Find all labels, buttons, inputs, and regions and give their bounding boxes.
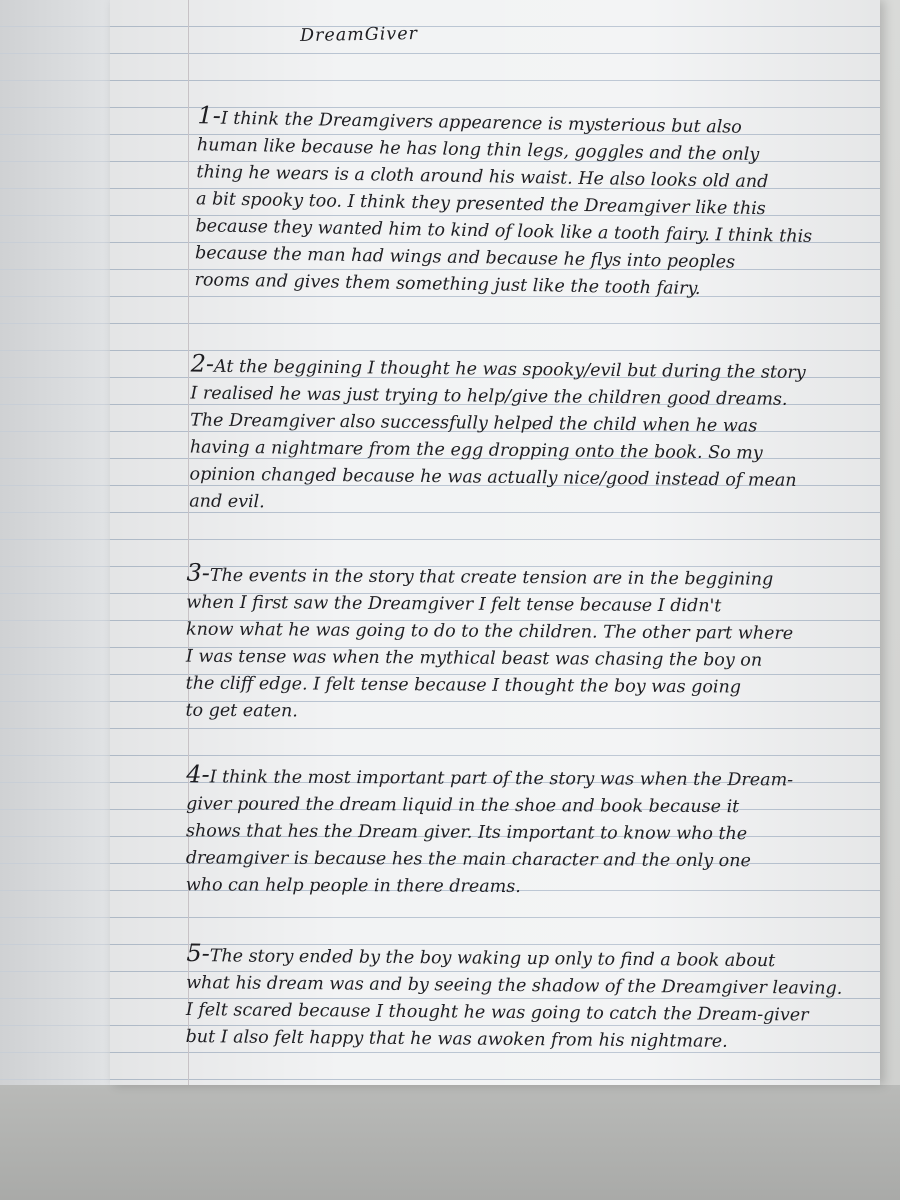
answer-paragraph-2 (189, 350, 861, 522)
paragraph-line: rooms and gives them something just like the tooth fairy. (194, 270, 701, 300)
paragraph-line: I was tense was when the mythical beast was chasing the boy on (185, 646, 763, 671)
paragraph-line: I felt scared because I thought he was going to catch the Dream-giver (185, 1000, 809, 1026)
paragraph-line: having a nightmare from the egg dropping onto the book. So my (189, 437, 763, 464)
notebook-left-page (0, 0, 111, 1085)
answer-number: 2- (190, 349, 215, 378)
answer-paragraph-4 (186, 761, 861, 903)
paragraph-line: what his dream was and by seeing the shadow of the Dreamgiver leaving. (186, 973, 843, 999)
paragraph-line (186, 761, 860, 795)
paragraph-line: but I also felt happy that he was awoken from his nightmare. (185, 1027, 728, 1052)
paragraph-line: and evil. (189, 491, 265, 513)
paragraph-line (186, 560, 860, 595)
line-text: The events in the story that create tension are in the beggining (209, 565, 774, 590)
paragraph-line: dreamgiver is because hes the main character and the only one (185, 848, 751, 872)
paragraph-line: opinion changed because he was actually nice/good instead of mean (189, 464, 797, 491)
answer-number: 4- (186, 760, 210, 789)
paragraph-line: thing he wears is a cloth around his waist. He also looks old and (196, 162, 769, 193)
line-text: The story ended by the boy waking up only to find a book about (209, 946, 776, 972)
paragraph-line: human like because he has long thin legs, goggles and the only (196, 135, 760, 166)
page-title: DreamGiver (299, 23, 419, 47)
line-text: I think the Dreamgivers appearence is mysterious but also (220, 108, 742, 138)
line-text: At the beggining I thought he was spooky/evil but during the story (213, 356, 806, 383)
paragraph-line: to get eaten. (185, 700, 298, 722)
left-page-ruled-lines (0, 0, 110, 1085)
paragraph-line: when I first saw the Dreamgiver I felt tense because I didn't (186, 592, 722, 617)
answer-paragraph-1 (194, 102, 862, 306)
line-text: I think the most important part of the story was when the Dream- (209, 767, 794, 791)
paragraph-line: who can help people in there dreams. (185, 875, 521, 897)
paragraph-line: a bit spooky too. I think they presented the Dreamgiver like this (195, 189, 766, 220)
paragraph-line: because they wanted him to kind of look like a tooth fairy. I think this (195, 216, 813, 247)
paragraph-line: know what he was going to do to the children. The other part where (186, 619, 794, 644)
paragraph-line: I realised he was just trying to help/give the children good dreams. (190, 383, 788, 410)
answer-paragraph-5 (186, 940, 861, 1057)
answer-number: 1- (197, 101, 222, 130)
paragraph-line: the cliff edge. I felt tense because I thought the boy was going (185, 673, 742, 698)
page-margin-line (188, 0, 189, 1085)
paragraph-line: The Dreamgiver also successfully helped the child when he was (190, 410, 758, 437)
paragraph-line: shows that hes the Dream giver. Its important to know who the (185, 821, 748, 845)
answer-number: 5- (186, 939, 210, 968)
answer-number: 3- (186, 558, 210, 587)
answer-paragraph-3 (185, 560, 860, 730)
table-surface (0, 1085, 900, 1200)
paragraph-line: because the man had wings and because he flys into peoples (194, 243, 736, 273)
paragraph-line: giver poured the dream liquid in the shoe and book because it (186, 794, 740, 818)
